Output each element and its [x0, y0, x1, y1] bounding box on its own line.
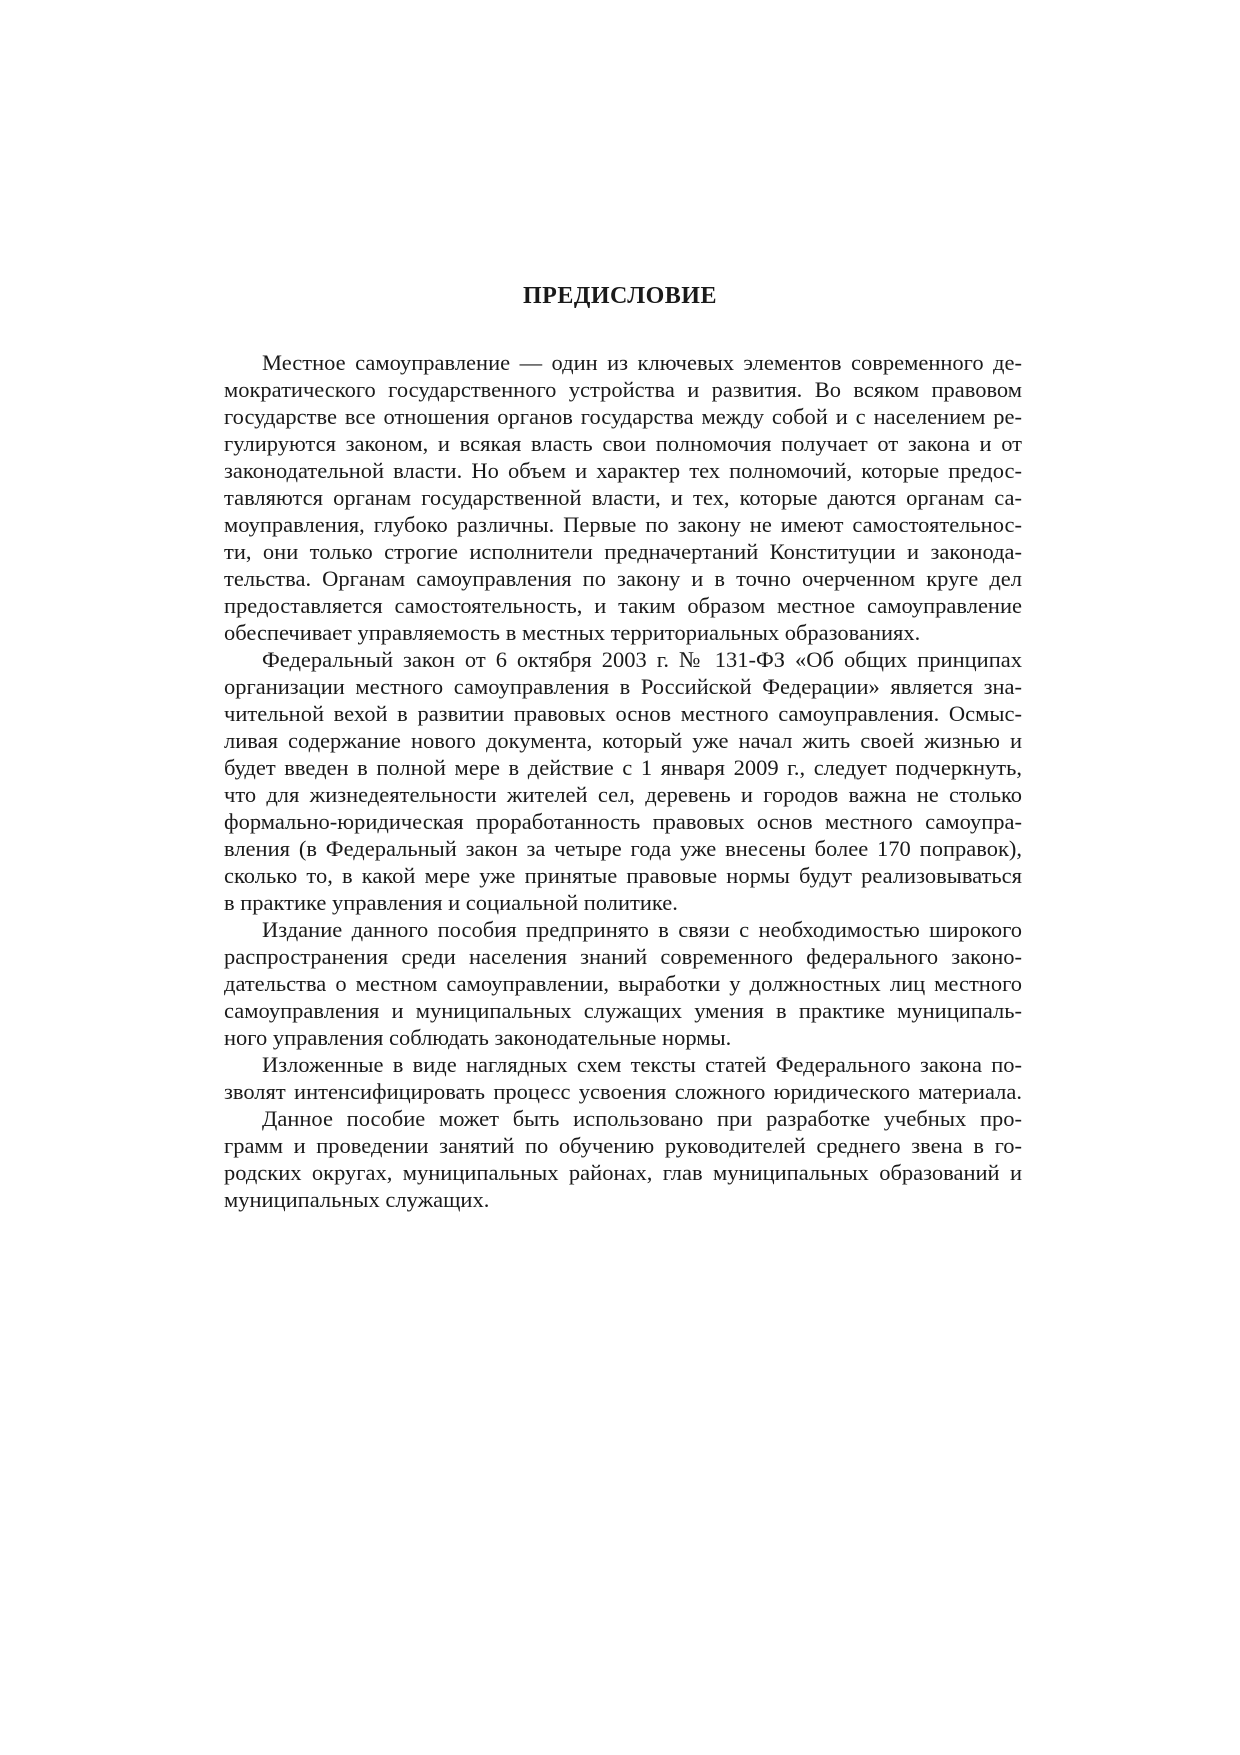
text-line: распространения среди населения знаний современного федерального законо- [224, 944, 1022, 969]
text-line: родских округах, муниципальных районах, глав муниципальных образований и [224, 1160, 1022, 1185]
text-line: Местное самоуправление — один из ключевых элементов современного де- [262, 350, 1022, 375]
text-line: Изложенные в виде наглядных схем тексты статей Федерального закона по- [262, 1052, 1022, 1077]
text-line: чительной вехой в развитии правовых основ местного самоуправления. Осмыс- [224, 701, 1022, 726]
text-line: тавляются органам государственной власти, и тех, которые даются органам са- [224, 485, 1022, 510]
text-line: гулируются законом, и всякая власть свои полномочия получает от закона и от [224, 431, 1022, 456]
text-line: законодательной власти. Но объем и характер тех полномочий, которые предос- [224, 458, 1022, 483]
page-title: ПРЕДИСЛОВИЕ [523, 283, 717, 309]
text-line: ти, они только строгие исполнители предначертаний Конституции и законода- [224, 539, 1022, 564]
text-line: ливая содержание нового документа, который уже начал жить своей жизнью и [224, 728, 1022, 753]
text-line: государстве все отношения органов государства между собой и с населением ре- [224, 404, 1022, 429]
text-line: дательства о местном самоуправлении, выработки у должностных лиц местного [224, 971, 1022, 996]
text-line: что для жизнедеятельности жителей сел, деревень и городов важна не столько [224, 782, 1022, 807]
text-line: моуправления, глубоко различны. Первые по закону не имеют самостоятельнос- [224, 512, 1022, 537]
text-line: мократического государственного устройства и развития. Во всяком правовом [224, 377, 1022, 402]
text-line: в практике управления и социальной политике. [224, 890, 678, 915]
text-line: вления (в Федеральный закон за четыре года уже внесены более 170 поправок), [224, 836, 1022, 861]
text-line: самоуправления и муниципальных служащих умения в практике муниципаль- [224, 998, 1022, 1023]
text-line: тельства. Органам самоуправления по закону и в точно очерченном круге дел [224, 566, 1022, 591]
text-line: Данное пособие может быть использовано при разработке учебных про- [262, 1106, 1022, 1131]
text-line: грамм и проведении занятий по обучению руководителей среднего звена в го- [224, 1133, 1022, 1158]
text-line: ного управления соблюдать законодательные нормы. [224, 1025, 732, 1050]
text-line: формально-юридическая проработанность правовых основ местного самоупра- [224, 809, 1022, 834]
text-line: Федеральный закон от 6 октября 2003 г. № 131-ФЗ «Об общих принципах [262, 647, 1022, 672]
text-line: Издание данного пособия предпринято в связи с необходимостью широкого [262, 917, 1022, 942]
text-line: будет введен в полной мере в действие с 1 января 2009 г., следует подчеркнуть, [224, 755, 1022, 780]
text-line: зволят интенсифицировать процесс усвоения сложного юридического материала. [224, 1079, 1022, 1104]
text-line: предоставляется самостоятельность, и таким образом местное самоуправление [224, 593, 1022, 618]
text-line: муниципальных служащих. [224, 1187, 490, 1212]
text-line: обеспечивает управляемость в местных территориальных образованиях. [224, 620, 921, 645]
text-line: сколько то, в какой мере уже принятые правовые нормы будут реализовываться [224, 863, 1022, 888]
text-line: организации местного самоуправления в Российской Федерации» является зна- [224, 674, 1022, 699]
